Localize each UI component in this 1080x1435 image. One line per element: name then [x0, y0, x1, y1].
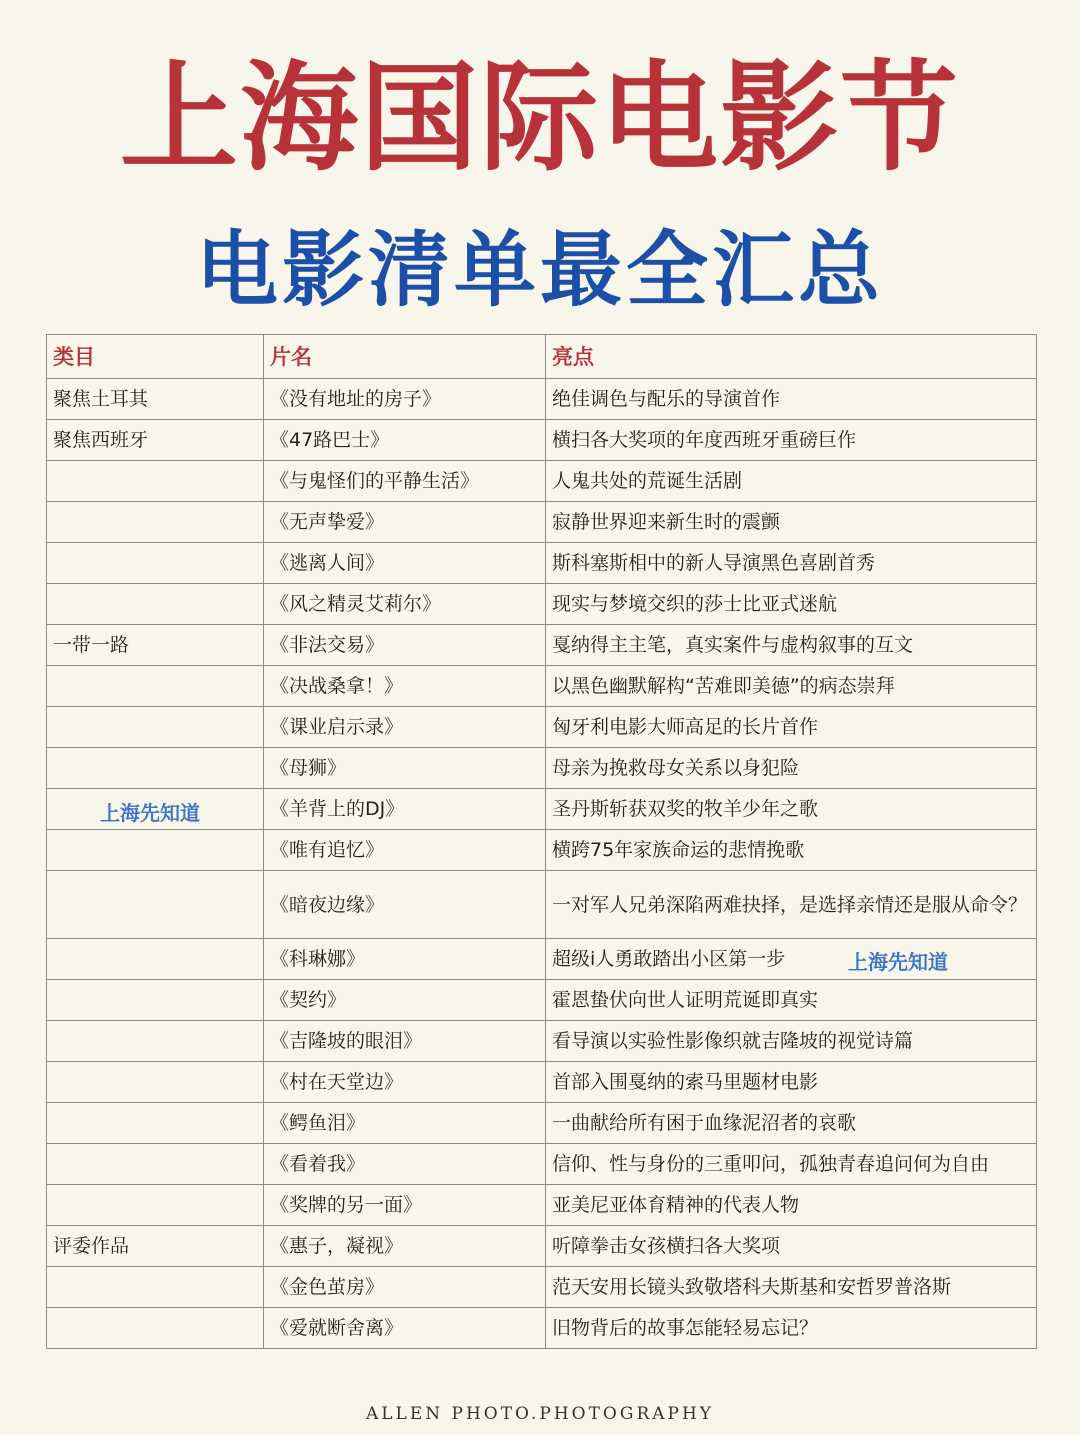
- film-title-cell: 《非法交易》: [264, 625, 546, 666]
- film-title-cell: 《逃离人间》: [264, 543, 546, 584]
- highlight-cell: 一对军人兄弟深陷两难抉择，是选择亲情还是服从命令？: [546, 871, 1037, 939]
- film-title-cell: 《羊背上的DJ》: [264, 789, 546, 830]
- category-cell: [47, 748, 264, 789]
- film-title-cell: 《47路巴士》: [264, 420, 546, 461]
- watermark-right: 上海先知道: [848, 950, 948, 974]
- film-title-cell: 《课业启示录》: [264, 707, 546, 748]
- category-cell: [47, 1144, 264, 1185]
- film-title-cell: 《奖牌的另一面》: [264, 1185, 546, 1226]
- highlight-cell: 戛纳得主主笔，真实案件与虚构叙事的互文: [546, 625, 1037, 666]
- highlight-cell: 圣丹斯斩获双奖的牧羊少年之歌: [546, 789, 1037, 830]
- footer-credit: ALLEN PHOTO.PHOTOGRAPHY: [365, 1404, 715, 1424]
- table-row: [47, 707, 1037, 748]
- header-title: 片名: [264, 335, 546, 379]
- table-row: [47, 980, 1037, 1021]
- category-cell: [47, 707, 264, 748]
- category-cell: [47, 830, 264, 871]
- table-row: [47, 748, 1037, 789]
- category-cell: [47, 1185, 264, 1226]
- highlight-cell: 现实与梦境交织的莎士比亚式迷航: [546, 584, 1037, 625]
- category-cell: 一带一路: [47, 625, 264, 666]
- film-title-cell: 《与鬼怪们的平静生活》: [264, 461, 546, 502]
- film-title-cell: 《决战桑拿！》: [264, 666, 546, 707]
- film-title-cell: 《村在天堂边》: [264, 1062, 546, 1103]
- header-highlight: 亮点: [546, 335, 1037, 379]
- highlight-cell: 旧物背后的故事怎能轻易忘记？: [546, 1308, 1037, 1349]
- table-row: [47, 830, 1037, 871]
- table-row: [47, 1267, 1037, 1308]
- table-row: [47, 625, 1037, 666]
- highlight-cell: 斯科塞斯相中的新人导演黑色喜剧首秀: [546, 543, 1037, 584]
- table-row: [47, 543, 1037, 584]
- table-header-row: [47, 335, 1037, 379]
- highlight-cell: 绝佳调色与配乐的导演首作: [546, 379, 1037, 420]
- highlight-cell: 霍恩蛰伏向世人证明荒诞即真实: [546, 980, 1037, 1021]
- highlight-cell: 以黑色幽默解构“苦难即美德”的病态崇拜: [546, 666, 1037, 707]
- table-row: [47, 1144, 1037, 1185]
- film-rows: [47, 379, 1037, 1349]
- film-title-cell: 《惠子，凝视》: [264, 1226, 546, 1267]
- highlight-cell: 听障拳击女孩横扫各大奖项: [546, 1226, 1037, 1267]
- category-cell: [47, 584, 264, 625]
- table-row: [47, 1185, 1037, 1226]
- film-title-cell: 《唯有追忆》: [264, 830, 546, 871]
- highlight-cell: 匈牙利电影大师高足的长片首作: [546, 707, 1037, 748]
- film-title-cell: 《契约》: [264, 980, 546, 1021]
- category-cell: [47, 461, 264, 502]
- highlight-cell: 人鬼共处的荒诞生活剧: [546, 461, 1037, 502]
- highlight-cell: 首部入围戛纳的索马里题材电影: [546, 1062, 1037, 1103]
- category-cell: [47, 1267, 264, 1308]
- category-cell: [47, 1021, 264, 1062]
- film-title-cell: 《爱就断舍离》: [264, 1308, 546, 1349]
- category-cell: [47, 1308, 264, 1349]
- table-row: [47, 379, 1037, 420]
- category-cell: [47, 939, 264, 980]
- category-cell: [47, 1062, 264, 1103]
- category-cell: [47, 666, 264, 707]
- table-row: [47, 420, 1037, 461]
- film-title-cell: 《无声挚爱》: [264, 502, 546, 543]
- category-cell: [47, 502, 264, 543]
- category-cell: [47, 980, 264, 1021]
- highlight-cell: 看导演以实验性影像织就吉隆坡的视觉诗篇: [546, 1021, 1037, 1062]
- category-cell: [47, 1103, 264, 1144]
- category-cell: 聚焦西班牙: [47, 420, 264, 461]
- highlight-cell: 横扫各大奖项的年度西班牙重磅巨作: [546, 420, 1037, 461]
- category-cell: [47, 543, 264, 584]
- highlight-cell: 寂静世界迎来新生时的震颤: [546, 502, 1037, 543]
- film-title-cell: 《金色茧房》: [264, 1267, 546, 1308]
- table-row: [47, 584, 1037, 625]
- film-title-cell: 《吉隆坡的眼泪》: [264, 1021, 546, 1062]
- page-subtitle: 电影清单最全汇总: [195, 222, 884, 318]
- category-cell: 聚焦土耳其: [47, 379, 264, 420]
- table-row: [47, 1103, 1037, 1144]
- highlight-cell: 横跨75年家族命运的悲情挽歌: [546, 830, 1037, 871]
- table-row: [47, 1308, 1037, 1349]
- film-title-cell: 《鳄鱼泪》: [264, 1103, 546, 1144]
- film-table: [46, 334, 1037, 1349]
- watermark-left: 上海先知道: [100, 801, 200, 825]
- table-row: [47, 1226, 1037, 1267]
- film-title-cell: 《科琳娜》: [264, 939, 546, 980]
- table-row: [47, 461, 1037, 502]
- table-row: [47, 502, 1037, 543]
- highlight-cell: 信仰、性与身份的三重叩问，孤独青春追问何为自由: [546, 1144, 1037, 1185]
- page-title: 上海国际电影节: [119, 48, 960, 187]
- film-title-cell: 《母狮》: [264, 748, 546, 789]
- header-category: 类目: [47, 335, 264, 379]
- highlight-cell: 一曲献给所有困于血缘泥沼者的哀歌: [546, 1103, 1037, 1144]
- highlight-cell: 超级i人勇敢踏出小区第一步: [546, 939, 1037, 980]
- film-title-cell: 《看着我》: [264, 1144, 546, 1185]
- film-title-cell: 《暗夜边缘》: [264, 871, 546, 939]
- table-row: [47, 666, 1037, 707]
- film-title-cell: 《风之精灵艾莉尔》: [264, 584, 546, 625]
- table-row: [47, 1021, 1037, 1062]
- highlight-cell: 范天安用长镜头致敬塔科夫斯基和安哲罗普洛斯: [546, 1267, 1037, 1308]
- category-cell: [47, 871, 264, 939]
- highlight-cell: 亚美尼亚体育精神的代表人物: [546, 1185, 1037, 1226]
- film-title-cell: 《没有地址的房子》: [264, 379, 546, 420]
- highlight-cell: 母亲为挽救母女关系以身犯险: [546, 748, 1037, 789]
- table-row: [47, 871, 1037, 939]
- category-cell: 评委作品: [47, 1226, 264, 1267]
- table-row: [47, 1062, 1037, 1103]
